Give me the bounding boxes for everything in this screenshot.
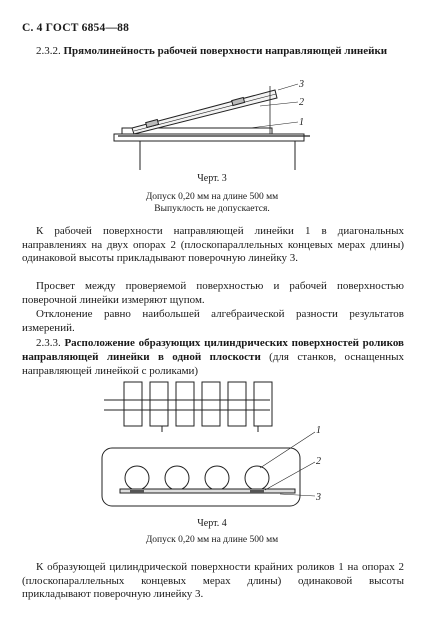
fig4-label-3: 3 <box>316 492 321 503</box>
section-2-3-3-heading: 2.3.3. Расположение образующих цилиндрических поверхностей роликов направляющей линейки в одной плоскости (для станков, оснащенных направляющей линейкой с роликами) <box>22 337 404 377</box>
fig3-label-3: 3 <box>299 79 304 90</box>
section-number: 2.3.2. <box>36 45 61 57</box>
fig3-label-1: 1 <box>299 117 304 128</box>
paragraph-2: Просвет между проверяемой поверхностью и рабочей поверхностью поверочной линейки измеряют щупом. <box>22 280 404 306</box>
figure-4-tolerance: Допуск 0,20 мм на длине 500 мм <box>145 535 279 545</box>
fig3-label-2: 2 <box>299 97 304 108</box>
figure-3-convexity-note: Выпуклость не допускается. <box>154 204 270 214</box>
paragraph-3: Отклонение равно наибольшей алгебраической разности результатов измерений. <box>22 308 404 334</box>
fig4-label-2: 2 <box>316 456 321 467</box>
figure-3-caption: Черт. 3 <box>197 173 227 184</box>
figure-4-diagram <box>100 380 332 516</box>
section-2-3-2-heading <box>22 44 404 58</box>
figure-4-caption: Черт. 4 <box>197 518 227 529</box>
figure-3-diagram <box>110 78 320 173</box>
page-header: С. 4 ГОСТ 6854—88 <box>22 22 130 34</box>
section-title: Прямолинейность рабочей поверхности направляющей линейки <box>63 45 388 57</box>
paragraph-1: К рабочей поверхности направляющей линейки 1 в диагональных направлениях на двух опорах 2 (плоскопараллельных концевых мерах длины) одинаковой высоты прикладывают поверочную линейку 3. <box>22 225 404 264</box>
paragraph-4: К образующей цилиндрической поверхности крайних роликов 1 на опорах 2 (плоскопараллельных концевых мерах длины) одинаковой высоты прикладывают поверочную линейку 3. <box>22 561 404 600</box>
fig4-label-1: 1 <box>316 425 321 436</box>
figure-3-tolerance: Допуск 0,20 мм на длине 500 мм <box>145 192 279 202</box>
